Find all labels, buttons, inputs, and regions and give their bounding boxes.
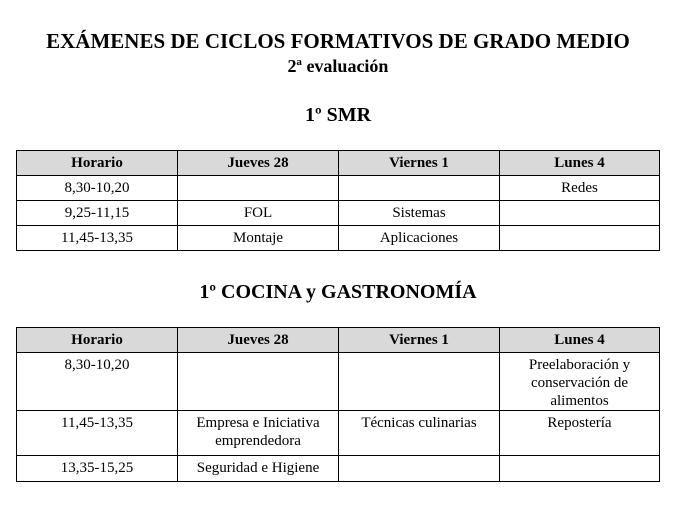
cell-viernes: Aplicaciones xyxy=(339,226,500,251)
cell-lunes: Redes xyxy=(500,176,660,201)
header-viernes: Viernes 1 xyxy=(339,151,500,176)
header-lunes: Lunes 4 xyxy=(500,328,660,353)
cell-jueves xyxy=(178,353,339,411)
document-title: EXÁMENES DE CICLOS FORMATIVOS DE GRADO MEDIO xyxy=(46,29,630,53)
header-viernes: Viernes 1 xyxy=(339,328,500,353)
cell-viernes: Sistemas xyxy=(339,201,500,226)
cell-horario: 11,45-13,35 xyxy=(17,411,178,456)
cell-jueves: Montaje xyxy=(178,226,339,251)
table-row xyxy=(17,201,660,226)
table-row xyxy=(17,456,660,482)
cell-lunes: Repostería xyxy=(500,411,660,456)
table-header-row xyxy=(17,151,660,176)
cell-horario: 13,35-15,25 xyxy=(17,456,178,482)
document-subtitle: 2ª evaluación xyxy=(287,56,389,76)
exam-table-smr xyxy=(16,150,660,251)
cell-lunes: Preelaboración y conservación de alimentos xyxy=(500,353,660,411)
cell-lunes xyxy=(500,201,660,226)
cell-horario: 8,30-10,20 xyxy=(17,176,178,201)
header-jueves: Jueves 28 xyxy=(178,328,339,353)
cell-viernes xyxy=(339,176,500,201)
header-horario: Horario xyxy=(17,151,178,176)
cell-horario: 9,25-11,15 xyxy=(17,201,178,226)
table-row xyxy=(17,226,660,251)
table-row xyxy=(17,176,660,201)
section-heading-cocina: 1º COCINA y GASTRONOMÍA xyxy=(199,281,477,303)
cell-jueves xyxy=(178,176,339,201)
cell-lunes xyxy=(500,456,660,482)
cell-jueves: FOL xyxy=(178,201,339,226)
cell-jueves: Empresa e Iniciativa emprendedora xyxy=(178,411,339,456)
table-row xyxy=(17,353,660,411)
table-row xyxy=(17,411,660,456)
cell-jueves: Seguridad e Higiene xyxy=(178,456,339,482)
section-heading-smr: 1º SMR xyxy=(304,104,372,126)
cell-horario: 8,30-10,20 xyxy=(17,353,178,411)
table-header-row xyxy=(17,328,660,353)
cell-lunes xyxy=(500,226,660,251)
header-lunes: Lunes 4 xyxy=(500,151,660,176)
exam-table-cocina xyxy=(16,327,660,482)
header-jueves: Jueves 28 xyxy=(178,151,339,176)
cell-viernes xyxy=(339,456,500,482)
header-horario: Horario xyxy=(17,328,178,353)
cell-viernes xyxy=(339,353,500,411)
cell-horario: 11,45-13,35 xyxy=(17,226,178,251)
cell-viernes: Técnicas culinarias xyxy=(339,411,500,456)
